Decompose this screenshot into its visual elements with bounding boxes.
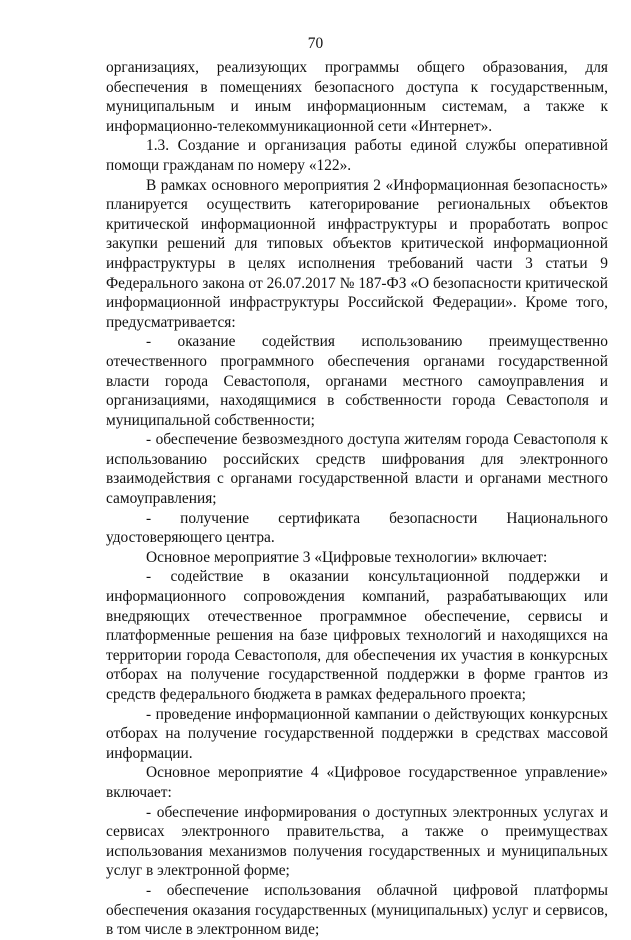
list-item-consulting-support: - содействие в оказании консультационной поддержки и информационного сопровождения компаний, разрабатывающих или внедряющих отечественное программное обеспечение, сервисы и платформенные решения на базе цифровых технологий и находящихся на территории города Севастополя, для обеспечения их участия в конкурсных отборах на получение государственной поддержки в форме грантов из средств федерального бюджета в рамках федерального проекта; bbox=[106, 568, 608, 703]
list-item-information-campaign: - проведение информационной кампании о действующих конкурсных отборах на получение государственной поддержки в средствах массовой информации. bbox=[106, 705, 608, 762]
page-number: 70 bbox=[307, 35, 324, 52]
list-item-security-certificate: - получение сертификата безопасности Национального удостоверяющего центра. bbox=[106, 509, 608, 547]
list-item-software-support: - оказание содействия использованию преимущественно отечественного программного обеспечения органами государственной власти города Севастополя, органами местного самоуправления и организациями, находящимися в собственности города Севастополя и муниципальной собственности; bbox=[106, 333, 608, 429]
paragraph-activity-3-intro: Основное мероприятие 3 «Цифровые технологии» включает: bbox=[146, 548, 548, 566]
list-item-e-services-info: - обеспечение информирования о доступных электронных услугах и сервисах электронного правительства, а также о преимуществах использования механизмов получения государственных и муниципальных услуг в электронной форме; bbox=[106, 803, 608, 880]
paragraph-item-1-3: 1.3. Создание и организация работы единой службы оперативной помощи гражданам по номеру «122». bbox=[106, 137, 608, 174]
list-item-encryption-access: - обеспечение безвозмездного доступа жителям города Севастополя к использованию российских средств шифрования для электронного взаимодействия с органами государственной власти и органами местного самоуправления; bbox=[106, 431, 608, 508]
paragraph-continuation-organizations: организациях, реализующих программы общего образования, для обеспечения в помещениях безопасного доступа к государственным, муниципальным и иным информационным системам, а также к информационно-телекоммуникационной сети «Интернет». bbox=[106, 59, 608, 135]
paragraph-activity-2-intro: В рамках основного мероприятия 2 «Информационная безопасность» планируется осуществить категорирование региональных объектов критической информационной инфраструктуры и проработать вопрос закупки решений для типовых объектов критической информационной инфраструктуры в целях исполнения требований части 3 статьи 9 Федерального закона от 26.07.2017 № 187-ФЗ «О безопасности критической информационной инфраструктуры Российской Федерации». Кроме того, предусматривается: bbox=[106, 176, 608, 331]
document-body bbox=[106, 58, 608, 940]
list-item-cloud-platform: - обеспечение использования облачной цифровой платформы обеспечения оказания государственных (муниципальных) услуг и сервисов, в том числе в электронном виде; bbox=[106, 881, 608, 939]
paragraph-activity-4-intro: Основное мероприятие 4 «Цифровое государственное управление» включает: bbox=[106, 764, 608, 801]
